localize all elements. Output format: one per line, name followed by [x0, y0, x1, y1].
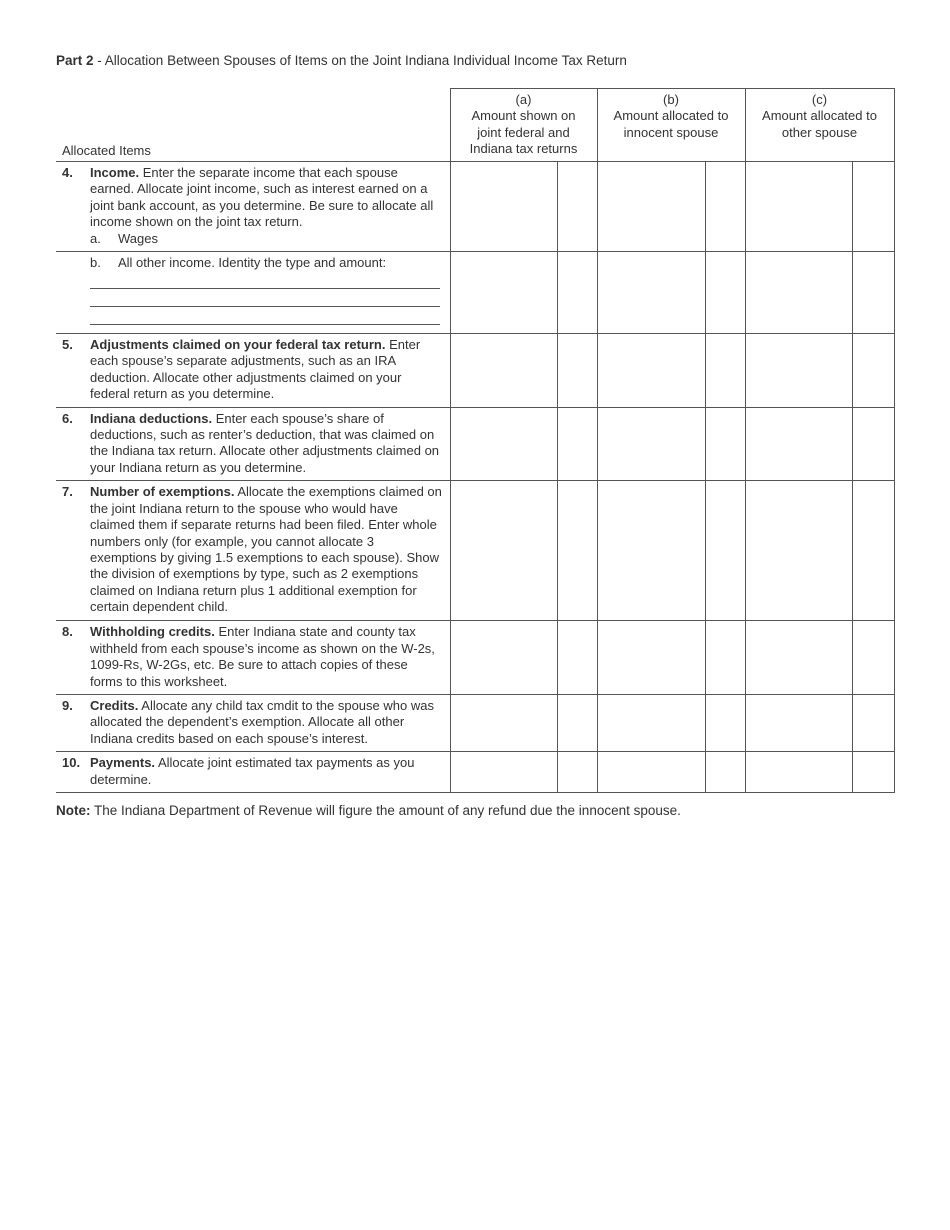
- column-c-letter: (c): [811, 92, 828, 107]
- column-a-header: [450, 89, 597, 162]
- table-row-adjustments: [56, 334, 894, 408]
- row-6-text: Enter each spouse’s share of deductions, such as renter’s deduction, that was claimed on the Indiana tax return. Allocate other adjustments claimed on your Indiana return as you determine.: [90, 410, 440, 475]
- table-row-credits: [56, 694, 894, 751]
- allocated-items-header: Allocated Items: [56, 89, 450, 162]
- row-4b-col-c-cents[interactable]: [852, 252, 894, 334]
- form-part-heading: [56, 52, 627, 69]
- row-10-text: Allocate joint estimated tax payments as you determine.: [90, 755, 415, 787]
- row-8-title: Withholding credits.: [90, 624, 215, 640]
- row-8-text: Enter Indiana state and county tax withheld from each spouse’s income as shown on the W-2s, 1099-Rs, W-2Gs, etc. Be sure to attach copies of these forms to this worksheet.: [90, 624, 435, 689]
- row-9-title: Credits.: [90, 697, 139, 713]
- write-in-line-3[interactable]: [90, 309, 440, 325]
- write-in-line-1[interactable]: [90, 273, 440, 289]
- table-row-income-wages: [56, 162, 894, 252]
- row-4-description: [56, 162, 450, 252]
- row-10-col-b-dollars[interactable]: [597, 752, 705, 793]
- row-6-col-c-dollars[interactable]: [745, 407, 852, 481]
- row-7-col-a-cents[interactable]: [557, 481, 597, 621]
- row-4b-col-a-dollars[interactable]: [450, 252, 557, 334]
- row-6-description: [56, 407, 450, 481]
- row-8-col-b-dollars[interactable]: [597, 621, 705, 695]
- column-c-line2: other spouse: [781, 124, 858, 140]
- row-10-number: 10.: [62, 755, 81, 771]
- row-5-description: [56, 334, 450, 408]
- row-6-col-b-dollars[interactable]: [597, 407, 705, 481]
- row-10-col-c-cents[interactable]: [852, 752, 894, 793]
- part-label: Part 2: [56, 53, 94, 68]
- row-6-col-b-cents[interactable]: [705, 407, 745, 481]
- row-5-col-b-cents[interactable]: [705, 334, 745, 408]
- row-8-col-a-cents[interactable]: [557, 621, 597, 695]
- row-4b-col-b-cents[interactable]: [705, 252, 745, 334]
- column-a-letter: (a): [515, 92, 532, 107]
- row-10-col-a-cents[interactable]: [557, 752, 597, 793]
- row-4a-col-b-dollars[interactable]: [597, 162, 705, 252]
- table-row-income-other: [56, 252, 894, 334]
- row-7-title: Number of exemptions.: [90, 484, 235, 500]
- row-4a-letter: a.: [90, 230, 101, 246]
- row-6-title: Indiana deductions.: [90, 410, 213, 426]
- row-7-number: 7.: [62, 484, 73, 500]
- row-9-description: [56, 694, 450, 751]
- column-a-line1: Amount shown on: [471, 108, 576, 124]
- write-in-line-2[interactable]: [90, 291, 440, 307]
- row-8-col-c-dollars[interactable]: [745, 621, 852, 695]
- column-a-line3: Indiana tax returns: [469, 141, 578, 157]
- row-9-text: Allocate any child tax cmdit to the spouse who was allocated the dependent’s exemption. Allocate all other Indiana credits based on each spouse’s interest.: [90, 697, 434, 746]
- row-4b-col-c-dollars[interactable]: [745, 252, 852, 334]
- row-8-col-a-dollars[interactable]: [450, 621, 557, 695]
- column-b-line1: Amount allocated to: [613, 108, 729, 124]
- row-10-description: [56, 752, 450, 793]
- row-10-col-b-cents[interactable]: [705, 752, 745, 793]
- row-5-col-a-dollars[interactable]: [450, 334, 557, 408]
- row-4-text: Enter the separate income that each spouse earned. Allocate joint income, such as interest earned on a joint bank account, as you determine. Be sure to allocate all income shown on the joint tax return.: [90, 165, 434, 230]
- part-title: - Allocation Between Spouses of Items on the Joint Indiana Individual Income Tax Return: [93, 53, 627, 68]
- column-b-line2: innocent spouse: [623, 124, 719, 140]
- row-4b-description: [56, 252, 450, 334]
- row-5-col-a-cents[interactable]: [557, 334, 597, 408]
- row-9-number: 9.: [62, 697, 73, 713]
- note-label: Note:: [56, 803, 91, 818]
- row-9-col-c-cents[interactable]: [852, 694, 894, 751]
- row-8-col-b-cents[interactable]: [705, 621, 745, 695]
- row-4b-text: All other income. Identity the type and amount:: [118, 255, 387, 271]
- row-5-col-c-dollars[interactable]: [745, 334, 852, 408]
- table-row-payments: [56, 752, 894, 793]
- row-6-col-c-cents[interactable]: [852, 407, 894, 481]
- row-5-text: Enter each spouse’s separate adjustments, such as an IRA deduction. Allocate other adjustments claimed on your federal return as you determine.: [90, 337, 421, 402]
- row-7-text: Allocate the exemptions claimed on the joint Indiana return to the spouse who would have claimed them if separate returns had been filed. Enter whole numbers only (for example, you cannot allocate 3 exemptions by giving 1.5 exemptions to each spouse). Show the division of exemptions by type, such as 2 exemptions claimed on Indiana return plus 1 additional exemption for certain dependent child.: [90, 484, 442, 615]
- row-4b-number-spacer: [56, 255, 90, 325]
- allocation-table: [56, 88, 895, 793]
- row-4a-text: Wages: [118, 230, 158, 246]
- row-8-description: [56, 621, 450, 695]
- row-5-col-b-dollars[interactable]: [597, 334, 705, 408]
- row-4-number: 4.: [62, 165, 73, 180]
- row-7-col-b-dollars[interactable]: [597, 481, 705, 621]
- row-7-description: [56, 481, 450, 621]
- column-b-letter: (b): [663, 92, 679, 107]
- row-7-col-b-cents[interactable]: [705, 481, 745, 621]
- row-9-col-b-cents[interactable]: [705, 694, 745, 751]
- row-7-col-c-cents[interactable]: [852, 481, 894, 621]
- row-10-col-c-dollars[interactable]: [745, 752, 852, 793]
- row-4a-col-c-cents[interactable]: [852, 162, 894, 252]
- row-10-title: Payments.: [90, 755, 156, 771]
- row-6-col-a-cents[interactable]: [557, 407, 597, 481]
- table-row-exemptions: [56, 481, 894, 621]
- row-4a-col-a-cents[interactable]: [557, 162, 597, 252]
- row-9-col-b-dollars[interactable]: [597, 694, 705, 751]
- row-6-number: 6.: [62, 410, 73, 426]
- row-4-title: Income.: [90, 165, 140, 180]
- row-6-col-a-dollars[interactable]: [450, 407, 557, 481]
- row-8-col-c-cents[interactable]: [852, 621, 894, 695]
- row-4b-col-b-dollars[interactable]: [597, 252, 705, 334]
- row-4a-col-c-dollars[interactable]: [745, 162, 852, 252]
- row-5-title: Adjustments claimed on your federal tax return.: [90, 337, 386, 353]
- column-c-header: [745, 89, 894, 162]
- row-4a-col-a-dollars[interactable]: [450, 162, 557, 252]
- column-b-header: [597, 89, 745, 162]
- row-7-col-a-dollars[interactable]: [450, 481, 557, 621]
- column-a-line2: joint federal and: [477, 124, 570, 140]
- row-8-number: 8.: [62, 624, 73, 640]
- row-9-col-a-dollars[interactable]: [450, 694, 557, 751]
- row-9-col-c-dollars[interactable]: [745, 694, 852, 751]
- note-text: The Indiana Department of Revenue will figure the amount of any refund due the innocent spouse.: [90, 803, 681, 818]
- table-header-row: [56, 89, 894, 162]
- row-5-col-c-cents[interactable]: [852, 334, 894, 408]
- row-4a-col-b-cents[interactable]: [705, 162, 745, 252]
- row-5-number: 5.: [62, 337, 73, 353]
- row-9-col-a-cents[interactable]: [557, 694, 597, 751]
- row-10-col-a-dollars[interactable]: [450, 752, 557, 793]
- column-c-line1: Amount allocated to: [762, 108, 877, 124]
- table-row-withholding-credits: [56, 621, 894, 695]
- row-4b-col-a-cents[interactable]: [557, 252, 597, 334]
- row-7-col-c-dollars[interactable]: [745, 481, 852, 621]
- table-row-indiana-deductions: [56, 407, 894, 481]
- row-4b-letter: b.: [90, 255, 101, 271]
- refund-note: [56, 802, 681, 819]
